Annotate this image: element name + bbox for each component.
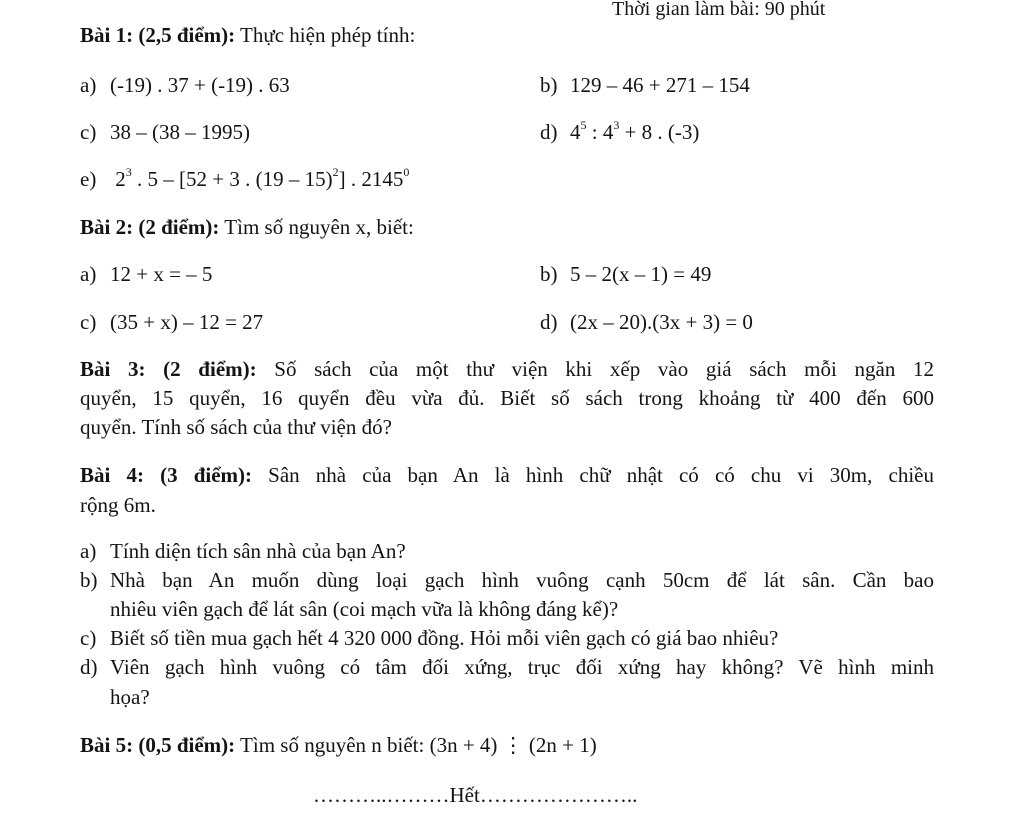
bai1-text: Thực hiện phép tính:: [235, 23, 416, 47]
bai1-item-b: [540, 72, 750, 98]
bai4-item-a: [80, 538, 406, 564]
item-expr: 129 – 46 + 271 – 154: [570, 73, 750, 97]
bai2-item-d: [540, 309, 753, 335]
item-expr: (35 + x) – 12 = 27: [110, 310, 264, 334]
bai4-title: Bài 4: (3 điểm):: [80, 463, 253, 487]
exam-time: Thời gian làm bài: 90 phút: [612, 0, 826, 20]
expr-part: + 8 . (-3): [619, 120, 700, 144]
bai4-item-c: [80, 625, 778, 651]
expr-part: : 4: [586, 120, 614, 144]
bai4-line-2: rộng 6m.: [80, 493, 156, 517]
bai3-line-2: quyển, 15 quyển, 16 quyển đều vừa đủ. Biết số sách trong khoảng từ 400 đến 600: [80, 386, 934, 410]
bai1-heading: [80, 22, 415, 48]
item-label: c): [80, 626, 97, 650]
item-text: Biết số tiền mua gạch hết 4 320 000 đồng. Hỏi mỗi viên gạch có giá bao nhiêu?: [110, 626, 779, 650]
expr-part: . 5 – [52 + 3 . (19 – 15): [131, 167, 333, 191]
item-label: a): [80, 539, 97, 563]
exponent: 5: [580, 118, 587, 132]
expr-part: ] . 2145: [338, 167, 404, 191]
bai5-heading: [80, 732, 597, 758]
bai3-line-3: quyển. Tính số sách của thư viện đó?: [80, 415, 392, 439]
item-expr: (2x – 20).(3x + 3) = 0: [570, 310, 753, 334]
bai4-line-1: [80, 462, 934, 488]
bai4-item-b: [80, 567, 934, 593]
bai1-item-a: [80, 72, 290, 98]
item-label: d): [540, 310, 558, 334]
item-expr: 38 – (38 – 1995): [110, 120, 250, 144]
item-expr: 12 + x = – 5: [110, 262, 213, 286]
item-label: c): [80, 120, 97, 144]
bai1-item-c: [80, 119, 250, 145]
expr-part: 2: [115, 167, 126, 191]
item-text: Tính diện tích sân nhà của bạn An?: [110, 539, 406, 563]
bai2-heading: [80, 214, 414, 240]
item-label: a): [80, 73, 97, 97]
item-label: b): [540, 73, 558, 97]
bai3-title: Bài 3: (2 điểm):: [80, 357, 257, 381]
item-label: b): [80, 568, 98, 592]
bai2-item-a: [80, 261, 212, 287]
item-label: d): [540, 120, 558, 144]
exponent: 3: [125, 165, 132, 179]
item-label: b): [540, 262, 558, 286]
bai2-title: Bài 2: (2 điểm):: [80, 215, 220, 239]
item-label: c): [80, 310, 97, 334]
bai1-title: Bài 1: (2,5 điểm):: [80, 23, 236, 47]
item-label: e): [80, 167, 97, 191]
bai2-text: Tìm số nguyên x, biết:: [219, 215, 414, 239]
item-text: Viên gạch hình vuông có tâm đối xứng, trục đối xứng hay không? Vẽ hình minh: [110, 655, 934, 679]
bai5-text: Tìm số nguyên n biết:: [235, 733, 430, 757]
item-label: a): [80, 262, 97, 286]
bai4-text: Sân nhà của bạn An là hình chữ nhật có có chu vi 30m, chiều: [252, 463, 934, 487]
item-expr: 5 – 2(x – 1) = 49: [570, 262, 712, 286]
bai4-item-b-line2: nhiêu viên gạch để lát sân (coi mạch vữa là không đáng kể)?: [110, 597, 619, 621]
item-label: d): [80, 655, 98, 679]
exponent: 3: [613, 118, 620, 132]
bai2-item-b: [540, 261, 711, 287]
bai5-expr: (3n + 4) ⋮ (2n + 1): [429, 733, 597, 757]
bai4-item-d: [80, 654, 934, 680]
bai1-item-d: [540, 119, 699, 145]
bai5-title: Bài 5: (0,5 điểm):: [80, 733, 236, 757]
item-text: Nhà bạn An muốn dùng loại gạch hình vuông cạnh 50cm để lát sân. Cần bao: [110, 568, 934, 592]
exponent: 0: [403, 165, 410, 179]
exam-end: ………..………Hết…………………..: [313, 783, 638, 807]
bai2-item-c: [80, 309, 263, 335]
bai3-line-1: [80, 356, 934, 382]
item-expr: (-19) . 37 + (-19) . 63: [110, 73, 290, 97]
bai1-item-e: [80, 166, 409, 192]
expr-part: 4: [570, 120, 581, 144]
exponent: 2: [332, 165, 339, 179]
bai4-item-d-line2: họa?: [110, 685, 150, 709]
bai3-text: Số sách của một thư viện khi xếp vào giá sách mỗi ngăn 12: [256, 357, 934, 381]
